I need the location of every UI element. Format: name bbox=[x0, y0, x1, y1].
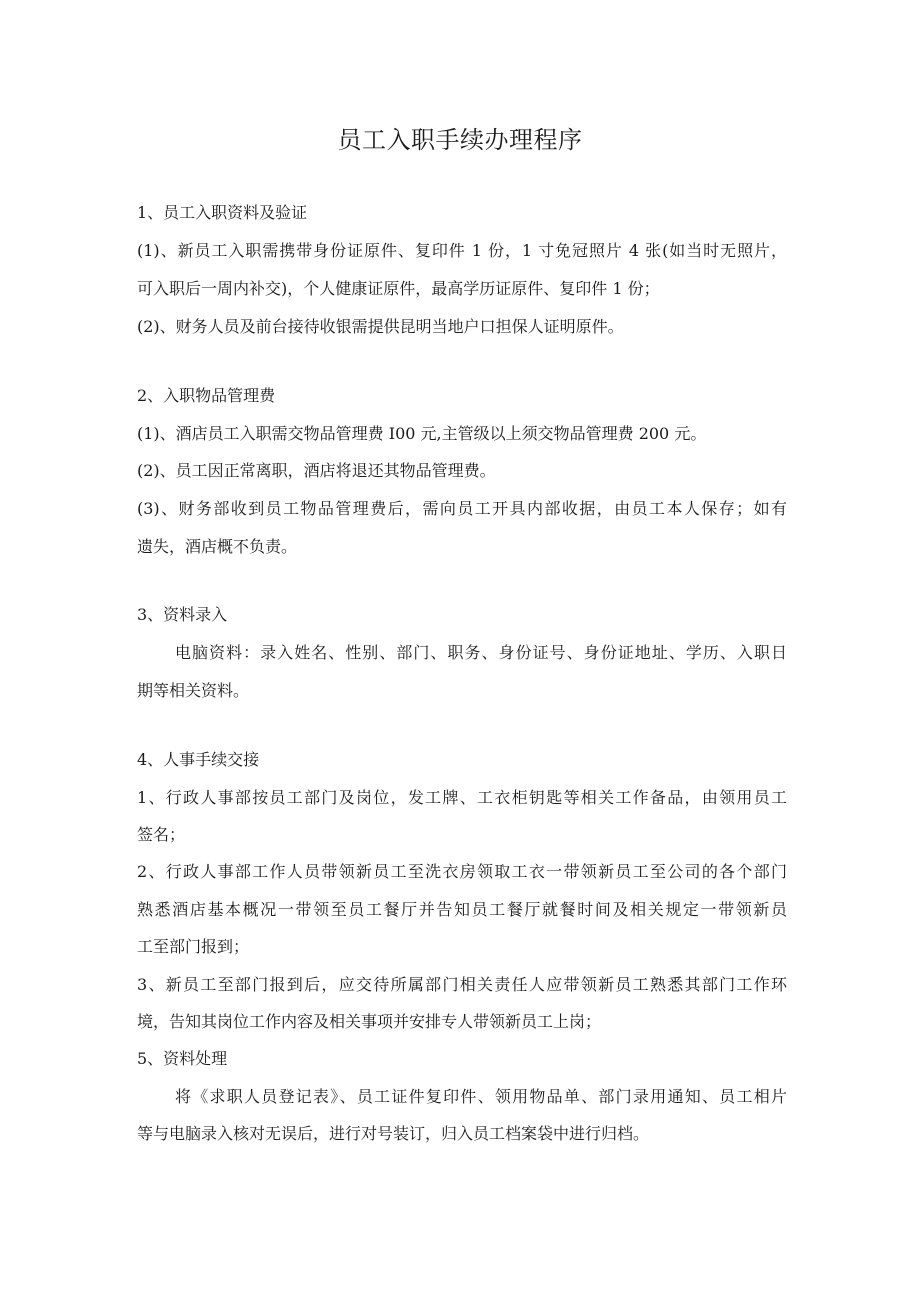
section-4-line-1: 1、行政人事部按员工部门及岗位，发工牌、工衣柜钥匙等相关工作备品，由领用员工 bbox=[137, 788, 787, 807]
section-1-line-3: (2)、财务人员及前台接待收银需提供昆明当地户口担保人证明原件。 bbox=[137, 317, 624, 336]
section-2-line-1: (1)、酒店员工入职需交物品管理费 I00 元,主管级以上须交物品管理费 200 元。 bbox=[137, 424, 707, 443]
section-2-heading: 2、入职物品管理费 bbox=[137, 386, 276, 405]
section-1-line-1: (1)、新员工入职需携带身份证原件、复印件 1 份，1 寸免冠照片 4 张(如当时无照片， bbox=[137, 241, 787, 260]
section-4-line-3: 2、行政人事部工作人员带领新员工至洗衣房领取工衣一带领新员工至公司的各个部门 bbox=[137, 862, 787, 881]
section-2-line-3: (3)、财务部收到员工物品管理费后，需向员工开具内部收据，由员工本人保存；如有 bbox=[137, 499, 787, 518]
section-1-heading: 1、员工入职资料及验证 bbox=[137, 203, 308, 222]
section-5-line-2: 等与电脑录入核对无误后，进行对号装订，归入员工档案袋中进行归档。 bbox=[137, 1124, 650, 1143]
document-title: 员工入职手续办理程序 bbox=[337, 126, 583, 154]
section-5-heading: 5、资料处理 bbox=[137, 1049, 228, 1068]
section-4-line-2: 签名； bbox=[137, 825, 186, 844]
section-2-line-2: (2)、员工因正常离职，酒店将退还其物品管理费。 bbox=[137, 461, 496, 480]
section-4-line-5: 工至部门报到； bbox=[137, 937, 250, 956]
section-4-line-4: 熟悉酒店基本概况一带领至员工餐厅并告知员工餐厅就餐时间及相关规定一带领新员 bbox=[137, 900, 787, 919]
section-3-line-1: 电脑资料：录入姓名、性别、部门、职务、身份证号、身份证地址、学历、入职日 bbox=[175, 643, 787, 662]
section-5-line-1: 将《求职人员登记表》、员工证件复印件、领用物品单、部门录用通知、员工相片 bbox=[175, 1087, 787, 1106]
section-4-heading: 4、人事手续交接 bbox=[137, 750, 260, 769]
section-4-line-7: 境，告知其岗位工作内容及相关事项并安排专人带领新员工上岗； bbox=[137, 1012, 602, 1031]
section-3-line-2: 期等相关资料。 bbox=[137, 681, 250, 700]
section-4-line-6: 3、新员工至部门报到后，应交待所属部门相关责任人应带领新员工熟悉其部门工作环 bbox=[137, 975, 787, 994]
section-1-line-2: 可入职后一周内补交)，个人健康证原件，最高学历证原件、复印件 1 份； bbox=[137, 279, 660, 298]
section-2-line-4: 遗失，酒店概不负责。 bbox=[137, 537, 298, 556]
section-3-heading: 3、资料录入 bbox=[137, 605, 228, 624]
